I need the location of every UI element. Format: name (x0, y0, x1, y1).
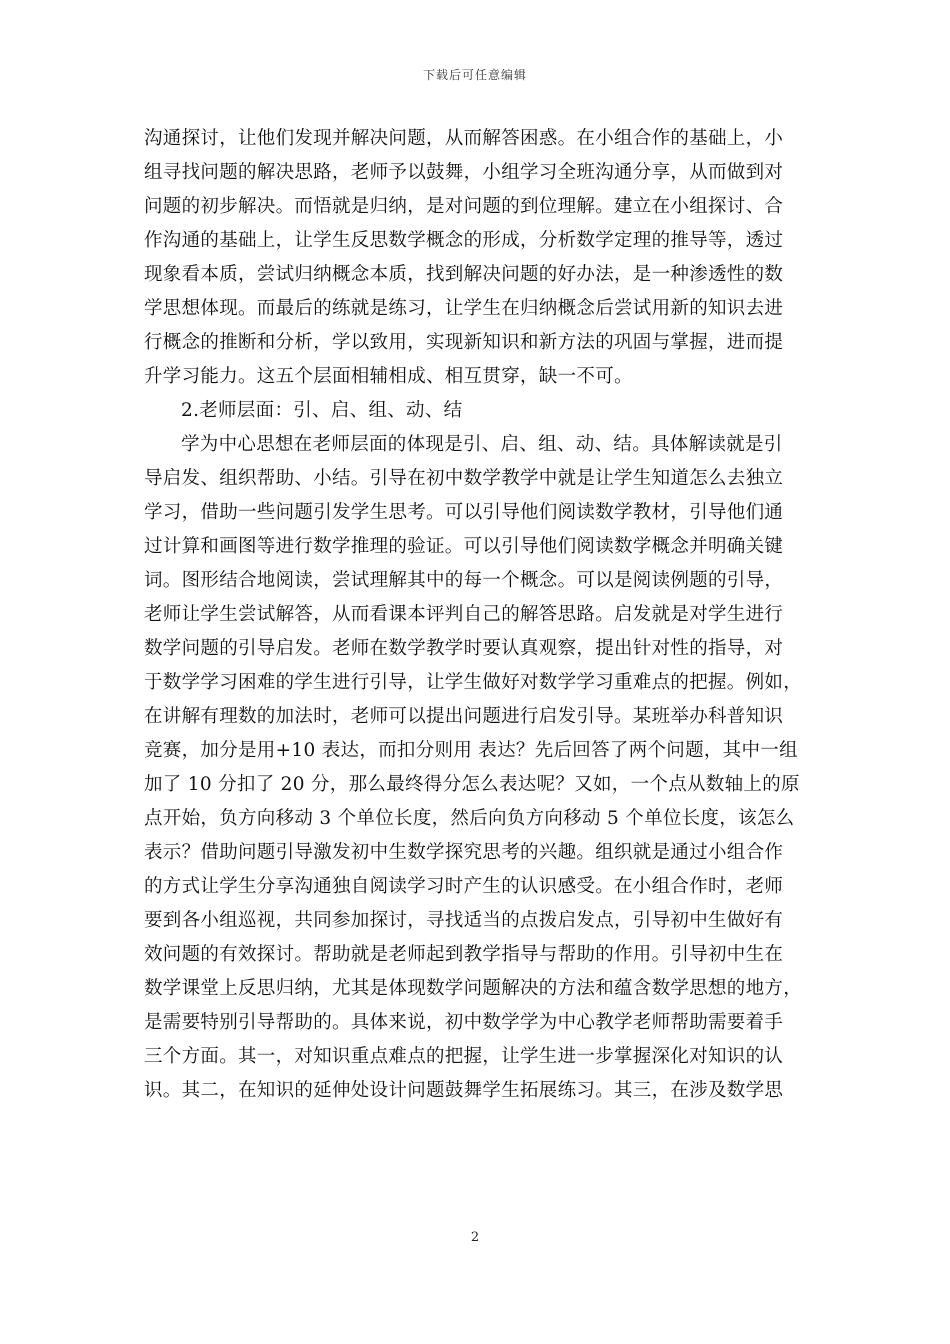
text-line: 导启发、组织帮助、小结。引导在初中数学教学中就是让学生知道怎么去独立 (144, 468, 784, 489)
text-line: 的方式让学生分享沟通独自阅读学习时产生的认识感受。在小组合作时，老师 (144, 876, 784, 897)
page-number: 2 (470, 1230, 480, 1245)
text-line: 组寻找问题的解决思路，老师予以鼓舞，小组学习全班沟通分享，从而做到对 (144, 162, 784, 183)
text-line: 加了 10 分扣了 20 分，那么最终得分怎么表达呢？又如，一个点从数轴上的原 (144, 774, 800, 795)
text-line: 表示？借助问题引导激发初中生数学探究思考的兴趣。组织就是通过小组合作 (144, 842, 784, 863)
text-line: 要到各小组巡视，共同参加探讨，寻找适当的点拨启发点，引导初中生做好有 (144, 910, 784, 931)
text-line: 于数学学习困难的学生进行引导，让学生做好对数学学习重难点的把握。例如， (144, 672, 803, 693)
text-line: 问题的初步解决。而悟就是归纳，是对问题的到位理解。建立在小组探讨、合 (144, 196, 784, 217)
text-line: 数学课堂上反思归纳，尤其是体现数学问题解决的方法和蕴含数学思想的地方， (144, 978, 803, 999)
text-line: 点开始，负方向移动 3 个单位长度，然后向负方向移动 5 个单位长度，该怎么 (144, 808, 795, 829)
text-line: 升学习能力。这五个层面相辅相成、相互贯穿，缺一不可。 (144, 366, 633, 387)
text-line: 竞赛，加分是用+10 表达，而扣分则用 表达？先后回答了两个问题，其中一组 (144, 740, 798, 761)
text-line: 学为中心思想在老师层面的体现是引、启、组、动、结。具体解读就是引 (181, 434, 783, 455)
text-line: 沟通探讨，让他们发现并解决问题，从而解答困惑。在小组合作的基础上，小 (144, 128, 784, 149)
text-line: 现象看本质，尝试归纳概念本质，找到解决问题的好办法，是一种渗透性的数 (144, 264, 784, 285)
text-line: 三个方面。其一，对知识重点难点的把握，让学生进一步掌握深化对知识的认 (144, 1046, 784, 1067)
text-line: 效问题的有效探讨。帮助就是老师起到教学指导与帮助的作用。引导初中生在 (144, 944, 784, 965)
text-line: 是需要特别引导帮助的。具体来说，初中数学学为中心教学老师帮助需要着手 (144, 1012, 784, 1033)
text-line: 数学问题的引导启发。老师在数学教学时要认真观察，提出针对性的指导，对 (144, 638, 784, 659)
text-line: 学思想体现。而最后的练就是练习，让学生在归纳概念后尝试用新的知识去进 (144, 298, 784, 319)
text-line: 学习，借助一些问题引发学生思考。可以引导他们阅读数学教材，引导他们通 (144, 502, 784, 523)
text-line: 识。其二，在知识的延伸处设计问题鼓舞学生拓展练习。其三，在涉及数学思 (144, 1080, 784, 1101)
text-line: 作沟通的基础上，让学生反思数学概念的形成，分析数学定理的推导等，透过 (144, 230, 784, 251)
page-header: 下载后可任意编辑 (422, 68, 527, 82)
text-line: 老师让学生尝试解答，从而看课本评判自己的解答思路。启发就是对学生进行 (144, 604, 784, 625)
text-line: 过计算和画图等进行数学推理的验证。可以引导他们阅读数学概念并明确关键 (144, 536, 784, 557)
section-heading: 2.老师层面：引、启、组、动、结 (181, 400, 463, 421)
text-line: 行概念的推断和分析，学以致用，实现新知识和新方法的巩固与掌握，进而提 (144, 332, 784, 353)
text-line: 词。图形结合地阅读，尝试理解其中的每一个概念。可以是阅读例题的引导， (144, 570, 784, 591)
text-line: 在讲解有理数的加法时，老师可以提出问题进行启发引导。某班举办科普知识 (144, 706, 784, 727)
